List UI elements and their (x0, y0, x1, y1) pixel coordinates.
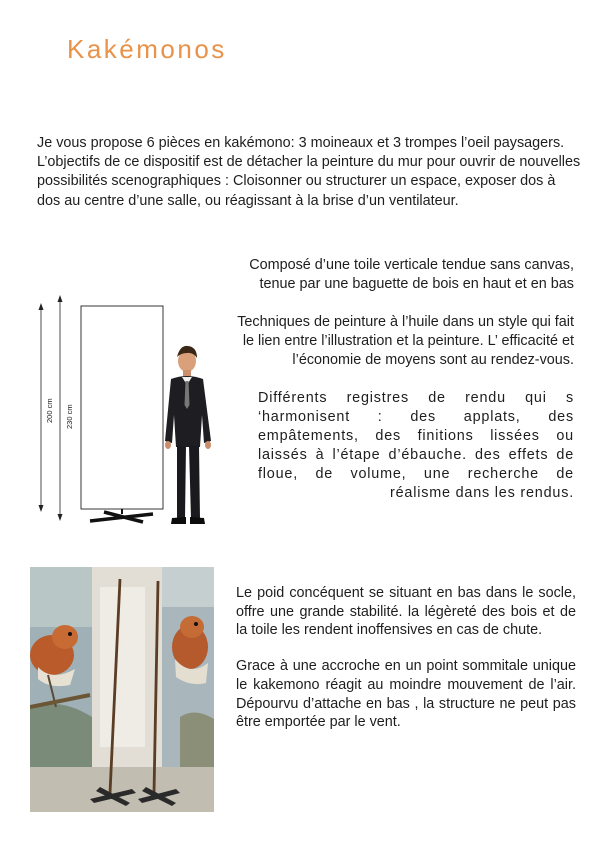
intro-paragraph-2: L’objectifs de ce dispositif est de détacher la peinture du mur pour ouvrir de nouvelles possibilités scenographiques : Cloisonner ou structurer un espace, exposer dos à dos au centre d’une salle, ou réagissant à la brise d’un ventilateur. (37, 154, 581, 209)
description-paragraph-3: Différents registres de rendu qui s ‘harmonisent : des applats, des empâtements, des finitions lissées ou laissés à l’étape d’ébauche. des effets de floue, de volume, une recherche de réalisme dans les rendus. (258, 390, 574, 501)
stability-column (236, 584, 576, 749)
stability-paragraph-2: Grace à une accroche en un point sommitale unique le kakemono réagit au moindre mouvement de l’air. Dépourvu d’attache en bas , la structure ne peut pas être emportée par le vent. (236, 658, 576, 731)
man-silhouette (165, 346, 211, 524)
stand-base (90, 509, 153, 522)
description-paragraph-1: Composé d’une toile verticale tendue sans canvas, tenue par une baguette de bois en haut et en bas (249, 257, 574, 292)
kakemono-photo (30, 567, 214, 812)
page-title: Kakémonos (67, 34, 227, 64)
dimension-label-200: 200 cm (45, 398, 54, 423)
kakemono-dimension-diagram (30, 295, 225, 530)
dimension-line-200 (39, 303, 44, 512)
kakemono-banner-outline (81, 306, 163, 509)
description-column (218, 256, 574, 522)
description-paragraph-2: Techniques de peinture à l’huile dans un style qui fait le lien entre l’illustration et la peinture. L’ efficacité et l’économie de moyens sont au rendez-vous. (237, 314, 574, 368)
dimension-label-230: 230 cm (65, 404, 74, 429)
dimension-line-230 (58, 295, 63, 521)
stability-paragraph-1: Le poid concéquent se situant en bas dans le socle, offre une grande stabilité. la légèreté des bois et de la toile les rendent inoffensives en cas de chute. (236, 585, 576, 639)
intro-text (37, 134, 582, 211)
intro-paragraph-1: Je vous propose 6 pièces en kakémono: 3 moineaux et 3 trompes l’oeil paysagers. (37, 135, 565, 151)
